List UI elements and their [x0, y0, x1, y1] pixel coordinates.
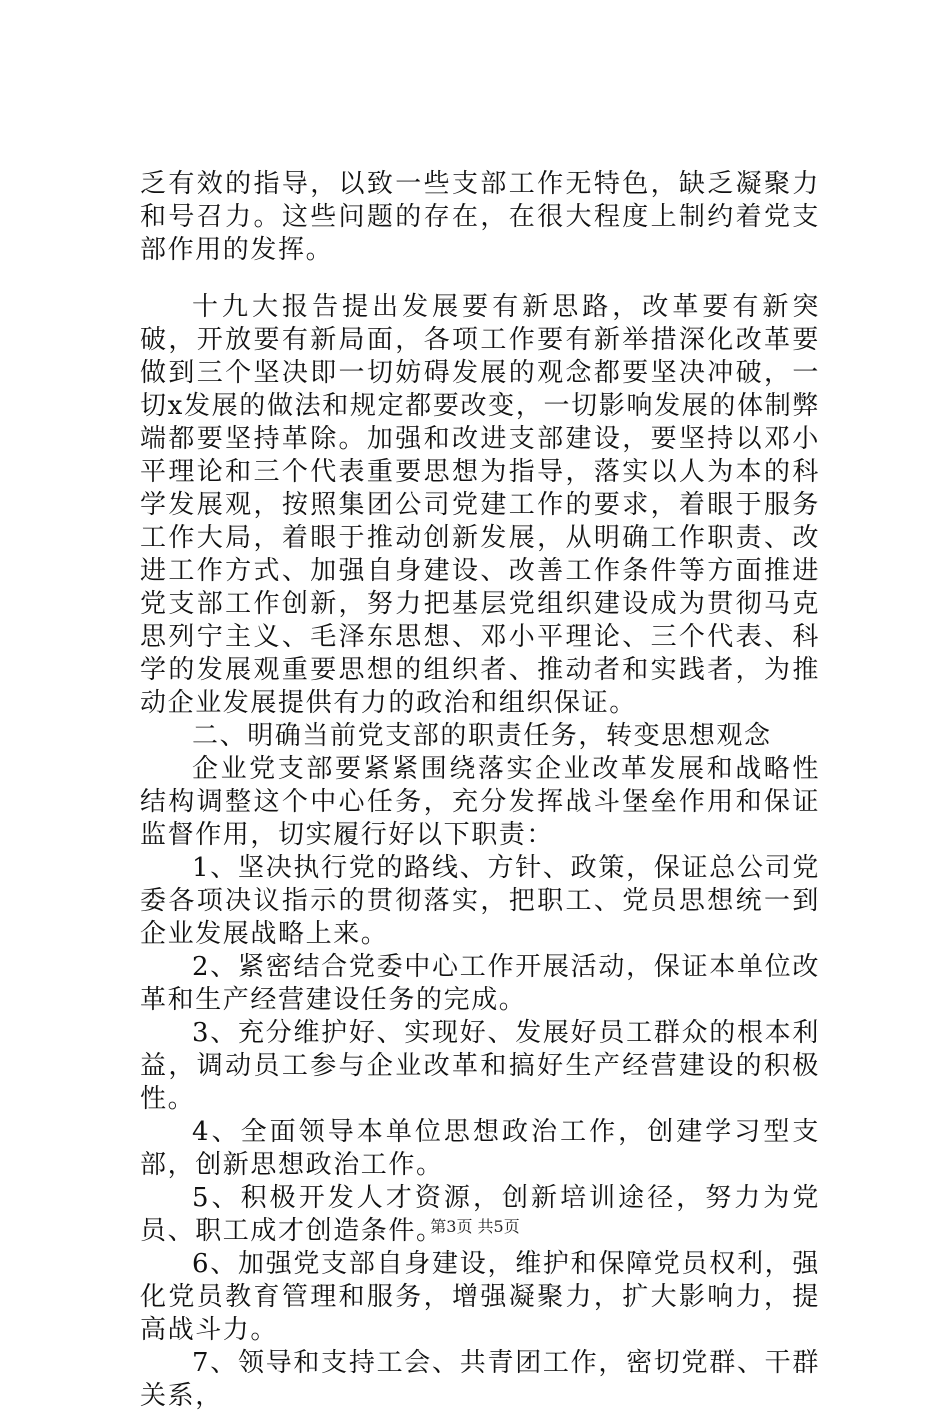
duty-item-4: 4、全面领导本单位思想政治工作，创建学习型支部，创新思想政治工作。	[140, 1117, 820, 1180]
duty-item-6: 6、加强党支部自身建设，维护和保障党员权利，强化党员教育管理和服务，增强凝聚力，扩大影响力，提高战斗力。	[140, 1249, 820, 1345]
paragraph-duties-intro: 企业党支部要紧紧围绕落实企业改革发展和战略性结构调整这个中心任务，充分发挥战斗堡垒作用和保证监督作用，切实履行好以下职责：	[140, 754, 820, 850]
paragraph-nineteenth-congress: 十九大报告提出发展要有新思路，改革要有新突破，开放要有新局面，各项工作要有新举措深化改革要做到三个坚决即一切妨碍发展的观念都要坚决冲破，一切x发展的做法和规定都要改变，一切影响发展的体制弊端都要坚持革除。加强和改进支部建设，要坚持以邓小平理论和三个代表重要思想为指导，落实以人为本的科学发展观，按照集团公司党建工作的要求，着眼于服务工作大局，着眼于推动创新发展，从明确工作职责、改进工作方式、加强自身建设、改善工作条件等方面推进党支部工作创新，努力把基层党组织建设成为贯彻马克思列宁主义、毛泽东思想、邓小平理论、三个代表、科学的发展观重要思想的组织者、推动者和实践者，为推动企业发展提供有力的政治和组织保证。	[140, 292, 820, 718]
duty-item-3: 3、充分维护好、实现好、发展好员工群众的根本利益，调动员工参与企业改革和搞好生产经营建设的积极性。	[140, 1018, 820, 1114]
section-heading-two: 二、明确当前党支部的职责任务，转变思想观念	[192, 721, 772, 751]
duty-item-2: 2、紧密结合党委中心工作开展活动，保证本单位改革和生产经营建设任务的完成。	[140, 952, 820, 1015]
duty-item-5: 5、积极开发人才资源，创新培训途径，努力为党员、职工成才创造条件。	[140, 1183, 820, 1246]
paragraph-spacer	[140, 267, 820, 291]
duty-item-7: 7、领导和支持工会、共青团工作，密切党群、干群关系，	[140, 1348, 820, 1411]
paragraph-continuation: 乏有效的指导，以致一些支部工作无特色，缺乏凝聚力和号召力。这些问题的存在，在很大程度上制约着党支部作用的发挥。	[140, 169, 820, 265]
duty-item-1: 1、坚决执行党的路线、方针、政策，保证总公司党委各项决议指示的贯彻落实，把职工、党员思想统一到企业发展战略上来。	[140, 853, 820, 949]
page-number-footer: 第3页 共5页	[430, 1217, 520, 1236]
